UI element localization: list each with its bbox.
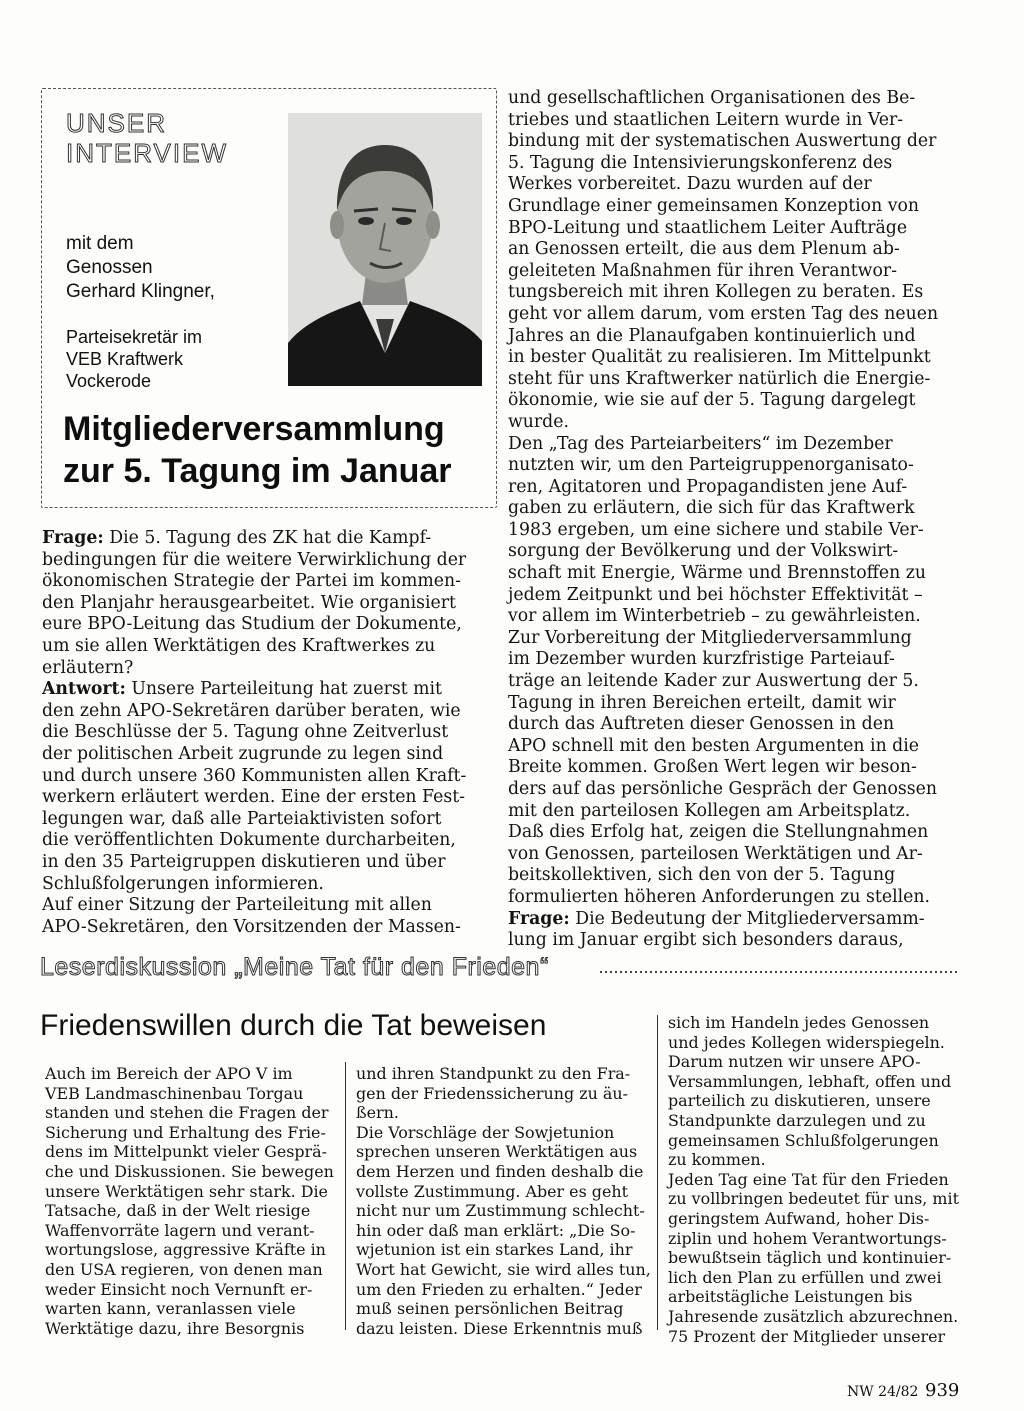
text-line (508, 412, 952, 434)
text-line: VEB Landmaschinenbau Torgau (45, 1083, 304, 1103)
interview-subject-role (66, 326, 202, 392)
line-text: Unsere Parteileitung hat zuerst mit (125, 679, 443, 700)
text-line: gen der Friedenssicherung zu äu- (356, 1083, 628, 1103)
text-line: um den Frieden zu erhalten.“ Jeder (356, 1279, 642, 1299)
line-text: ren, Agitatoren und Propagandisten jene Auf- (508, 476, 908, 497)
text-line: Die Vorschläge der Sowjetunion (356, 1122, 615, 1142)
column-rule (345, 1062, 346, 1330)
subject-line: mit dem (66, 233, 134, 254)
line-text: von Genossen, parteilosen Werktätigen und Ar- (508, 843, 923, 864)
text-line (42, 614, 495, 636)
line-text: steht für uns Kraftwerker natürlich die Energie- (508, 368, 931, 389)
text-line (508, 844, 952, 866)
text-line: Sicherung und Erhaltung des Frie- (45, 1122, 326, 1142)
line-text: tungsbereich mit ihren Kollegen zu beraten. Es (508, 282, 924, 303)
text-line (42, 766, 495, 788)
line-text: werkern erläutert werden. Eine der ersten Fest- (42, 787, 465, 808)
text-line: Jeden Tag eine Tat für den Frieden (668, 1169, 949, 1189)
line-text: 1983 ergeben, um eine sichere und stabile Ver- (508, 519, 924, 540)
text-line (508, 131, 952, 153)
line-text: träge an leitende Kader zur Auswertung der 5. (508, 671, 919, 692)
text-line (42, 852, 495, 874)
text-line (42, 722, 495, 744)
line-text: Die 5. Tagung des ZK hat die Kampf- (103, 528, 432, 548)
text-line (42, 550, 495, 572)
line-text: durch das Auftreten dieser Genossen in den (508, 714, 895, 735)
article-column-3 (668, 1013, 957, 1346)
line-text: Breite kommen. Großen Wert legen wir beson- (508, 757, 917, 778)
text-line: vollste Zustimmung. Aber es geht (356, 1181, 628, 1201)
text-line (508, 239, 952, 261)
text-line (42, 701, 495, 723)
text-line: Versammlungen, lebhaft, offen und (668, 1071, 952, 1091)
line-text: Werkes vorbereitet. Dazu wurden auf der (508, 174, 872, 195)
line-text: triebes und staatlichen Leitern wurde in Ver- (508, 109, 904, 130)
text-line: hin oder daß man erklärt: „Die So- (356, 1220, 636, 1240)
portrait-photo (288, 113, 482, 386)
line-text: und gesellschaftlichen Organisationen des Be- (508, 88, 916, 108)
text-line (42, 809, 495, 831)
text-line: 75 Prozent der Mitglieder unserer (668, 1326, 946, 1346)
line-text: erläutern? (42, 657, 134, 678)
interview-headline (63, 408, 452, 492)
line-text: Auf einer Sitzung der Parteileitung mit allen (42, 895, 432, 916)
text-line (508, 498, 952, 520)
text-line: che und Diskussionen. Sie bewegen (45, 1161, 334, 1181)
text-line (508, 779, 952, 801)
text-line (42, 744, 495, 766)
text-line: ziplin und hohem Verantwortungs- (668, 1228, 947, 1248)
interview-right-column (508, 88, 952, 952)
line-text: die Beschlüsse der 5. Tagung ohne Zeitverlust (42, 722, 449, 743)
subject-line: Genossen (66, 257, 153, 278)
line-text: formulierten höheren Anforderungen zu stellen. (508, 886, 930, 907)
line-text: bedingungen für die weitere Verwirklichung der (42, 549, 467, 570)
text-line (42, 571, 495, 593)
text-line: geringstem Aufwand, hoher Dis- (668, 1208, 930, 1228)
question-label: Frage: (42, 528, 104, 548)
text-line: nicht nur um Zustimmung schlecht- (356, 1201, 645, 1221)
column-rule (657, 1015, 658, 1330)
headline-line: zur 5. Tagung im Januar (63, 452, 452, 490)
role-line: Parteisekretär im (66, 327, 203, 347)
line-text: Daß dies Erfolg hat, zeigen die Stellungnahmen (508, 822, 929, 843)
text-line (42, 679, 495, 701)
subject-line: Gerhard Klingner, (66, 281, 215, 302)
text-line (508, 736, 952, 758)
line-text: legungen war, daß alle Parteiaktivisten sofort (42, 808, 442, 829)
page-number: 939 (925, 1380, 960, 1401)
text-line (508, 434, 952, 456)
line-text: den zehn APO-Sekretären darüber beraten, wie (42, 700, 461, 721)
line-text: lung im Januar ergibt sich besonders daraus, (508, 930, 904, 951)
line-text: Tagung in ihren Bereichen erteilt, damit wir (508, 692, 896, 713)
article-column-1 (45, 1064, 333, 1338)
kicker-line-1: UNSER (66, 108, 168, 138)
interview-kicker (66, 108, 228, 168)
interview-subject (66, 232, 215, 304)
text-line (42, 658, 495, 680)
text-line: sich im Handeln jedes Genossen (668, 1013, 930, 1032)
line-text: um sie allen Werktätigen des Kraftwerkes zu (42, 635, 436, 656)
text-line (508, 563, 952, 585)
interview-left-column (42, 528, 495, 938)
text-line: ßern. (356, 1103, 399, 1123)
text-line: Werktätige dazu, ihre Besorgnis (45, 1318, 305, 1338)
line-text: Den „Tag des Parteiarbeiters“ im Dezember (508, 433, 893, 454)
text-line (508, 88, 952, 110)
text-line (508, 369, 952, 391)
text-line: Waffenvorräte lagern und verant- (45, 1220, 315, 1240)
text-line: wortungslose, aggressive Kräfte in (45, 1240, 326, 1260)
text-line (508, 541, 952, 563)
line-text: jedem Zeitpunkt und bei höchster Effektivität – (508, 584, 923, 605)
text-line (42, 895, 495, 917)
line-text: sorgung der Bevölkerung und der Volkswirt- (508, 541, 899, 562)
text-line: zu vollbringen bedeutet für uns, mit (668, 1189, 959, 1209)
text-line (508, 693, 952, 715)
line-text: in den 35 Parteigruppen diskutieren und über (42, 851, 446, 872)
line-text: nutzten wir, um den Parteigruppenorganisato- (508, 455, 914, 476)
text-line: Standpunkte darzulegen und zu (668, 1110, 926, 1130)
text-line (508, 801, 952, 823)
text-line: Tatsache, daß in der Welt riesige (45, 1201, 311, 1221)
line-text: geleiteten Maßnahmen für ihren Verantwor- (508, 260, 897, 281)
line-text: die veröffentlichten Dokumente durcharbeiten, (42, 830, 456, 851)
text-line (42, 874, 495, 896)
text-line (508, 196, 952, 218)
text-line: Wort hat Gewicht, sie wird alles tun, (356, 1259, 651, 1279)
kicker-line-2: INTERVIEW (66, 138, 228, 168)
text-line (42, 593, 495, 615)
text-line (508, 606, 952, 628)
line-text: Die Bedeutung der Mitgliederversamm- (569, 908, 925, 929)
text-line: lich den Plan zu erfüllen und zwei (668, 1267, 942, 1287)
text-line (508, 174, 952, 196)
text-line: muß seinen persönlichen Beitrag (356, 1299, 624, 1319)
text-line: weder Einsicht noch Vernunft er- (45, 1279, 313, 1299)
text-line: bewußtsein täglich und kontinuier- (668, 1248, 952, 1268)
line-text: Schlußfolgerungen informieren. (42, 873, 324, 894)
line-text: der politischen Arbeit zugrunde zu legen sind (42, 743, 444, 764)
text-line (42, 636, 495, 658)
line-text: an Genossen erteilt, die aus dem Plenum ab- (508, 239, 900, 260)
text-line (508, 887, 952, 909)
text-line: Jahresende zusätzlich abzurechnen. (668, 1306, 959, 1326)
text-line: und jedes Kollegen widerspiegeln. (668, 1032, 945, 1052)
line-text: den Planjahr herausgearbeitet. Wie organisiert (42, 592, 456, 613)
text-line: dazu leisten. Diese Erkenntnis muß (356, 1318, 643, 1338)
line-text: und durch unsere 360 Kommunisten allen Kraft- (42, 765, 467, 786)
line-text: gaben zu erläutern, die sich für das Kraftwerk (508, 498, 915, 519)
text-line: arbeitstägliche Leistungen bis (668, 1287, 913, 1307)
text-line (508, 520, 952, 542)
role-line: Vockerode (66, 371, 152, 391)
line-text: in bester Qualität zu realisieren. Im Mittelpunkt (508, 347, 931, 368)
text-line: den USA regieren, von denen man (45, 1259, 323, 1279)
text-line (508, 304, 952, 326)
text-line (508, 455, 952, 477)
line-text: ökonomischen Strategie der Partei im kommen- (42, 571, 461, 592)
text-line: und ihren Standpunkt zu den Fra- (356, 1064, 631, 1083)
text-line (508, 757, 952, 779)
question-label: Frage: (508, 908, 570, 929)
line-text: BPO-Leitung und staatlichem Leiter Aufträge (508, 217, 908, 238)
text-line: zu kommen. (668, 1150, 766, 1170)
text-line (508, 714, 952, 736)
line-text: ders auf das persönliche Gespräch der Genossen (508, 779, 938, 799)
line-text: geht vor allem darum, vom ersten Tag des neuen (508, 303, 939, 324)
text-line: standen und stehen die Fragen der (45, 1103, 329, 1123)
text-line: dens im Mittelpunkt vieler Gesprä- (45, 1142, 327, 1162)
text-line (508, 865, 952, 887)
text-line: wjetunion ist ein starkes Land, ihr (356, 1240, 633, 1260)
text-line (42, 528, 495, 550)
text-line (508, 930, 952, 952)
role-line: VEB Kraftwerk (66, 349, 184, 369)
article-headline: Friedenswillen durch die Tat beweisen (40, 1009, 547, 1042)
text-line: sprechen unseren Werktätigen aus (356, 1142, 638, 1162)
text-line (508, 110, 952, 132)
text-line: Auch im Bereich der APO V im (45, 1064, 293, 1083)
section-label: Leserdiskussion „Meine Tat für den Frieden“ (40, 952, 559, 982)
line-text: mit den parteilosen Kollegen am Arbeitsplatz. (508, 800, 911, 821)
text-line (508, 909, 952, 931)
line-text: im Dezember wurden kurzfristige Parteiauf- (508, 649, 895, 670)
text-line (508, 649, 952, 671)
article-column-2 (356, 1064, 651, 1338)
text-line (508, 347, 952, 369)
text-line: gemeinsamen Schlußfolgerungen (668, 1130, 939, 1150)
line-text: beitskollektiven, sich den von der 5. Tagung (508, 865, 896, 886)
text-line (508, 218, 952, 240)
line-text: bindung mit der systematischen Auswertung der (508, 131, 937, 152)
question-label: Antwort: (42, 679, 126, 700)
text-line (508, 261, 952, 283)
line-text: APO schnell mit den besten Argumenten in die (508, 735, 920, 756)
text-line (508, 628, 952, 650)
text-line (42, 830, 495, 852)
line-text: vor allem im Winterbetrieb – zu gewährleisten. (508, 606, 921, 627)
line-text: ökonomie, wie sie auf der 5. Tagung dargelegt (508, 390, 916, 411)
text-line (508, 326, 952, 348)
line-text: APO-Sekretären, den Vorsitzenden der Massen- (42, 916, 461, 937)
line-text: eure BPO-Leitung das Studium der Dokumente, (42, 614, 462, 635)
line-text: Jahres an die Planaufgaben kontinuierlich und (508, 325, 916, 346)
text-line: unsere Werktätigen sehr stark. Die (45, 1181, 328, 1201)
headline-line: Mitgliederversammlung (63, 410, 445, 448)
text-line (508, 282, 952, 304)
text-line (508, 390, 952, 412)
line-text: wurde. (508, 411, 569, 432)
text-line (508, 585, 952, 607)
line-text: 5. Tagung die Intensivierungskonferenz des (508, 152, 893, 173)
line-text: schaft mit Energie, Wärme und Brennstoffen zu (508, 563, 926, 584)
issue-label: NW 24/82 (847, 1384, 919, 1400)
text-line (42, 917, 495, 939)
text-line (508, 822, 952, 844)
text-line (508, 477, 952, 499)
text-line: Darum nutzen wir unsere APO- (668, 1052, 921, 1072)
line-text: Grundlage einer gemeinsamen Konzeption von (508, 195, 920, 216)
line-text: Zur Vorbereitung der Mitgliederversammlung (508, 627, 912, 648)
text-line: parteilich zu diskutieren, unsere (668, 1091, 931, 1111)
text-line: warten kann, veranlassen viele (45, 1299, 296, 1319)
text-line (508, 671, 952, 693)
text-line: dem Herzen und finden deshalb die (356, 1161, 644, 1181)
text-line (508, 153, 952, 175)
text-line (42, 787, 495, 809)
